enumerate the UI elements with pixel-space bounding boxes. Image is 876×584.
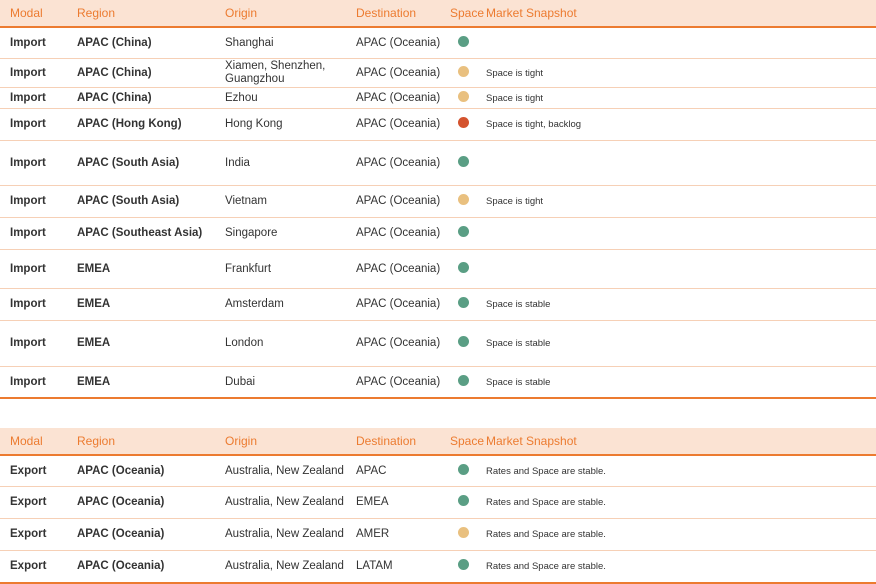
cell-market-snapshot	[486, 218, 874, 249]
cell-destination: APAC	[356, 464, 387, 477]
cell-market-snapshot: Space is stable	[486, 376, 551, 388]
export-table	[0, 428, 876, 584]
cell-space	[449, 456, 477, 486]
cell-region: APAC (Oceania)	[77, 496, 165, 508]
header-market-snapshot: Market Snapshot	[486, 6, 577, 20]
cell-space	[449, 59, 477, 87]
cell-region: APAC (China)	[77, 91, 152, 104]
cell-space	[449, 218, 477, 249]
header-modal: Modal	[10, 434, 43, 448]
header-region: Region	[77, 434, 116, 448]
cell-origin: Vietnam	[225, 195, 267, 207]
header-origin: Origin	[225, 434, 258, 448]
cell-destination: EMEA	[356, 496, 389, 508]
cell-region: APAC (South Asia)	[77, 195, 180, 207]
table-header	[0, 428, 876, 456]
cell-region: APAC (Oceania)	[77, 528, 165, 540]
cell-space	[449, 367, 477, 397]
cell-destination: APAC (Oceania)	[356, 375, 441, 388]
cell-space	[449, 28, 477, 58]
cell-market-snapshot: Space is tight	[486, 67, 544, 79]
cell-origin: London	[225, 337, 264, 349]
cell-destination: LATAM	[356, 560, 393, 572]
header-destination: Destination	[356, 6, 417, 20]
cell-region: APAC (China)	[77, 36, 152, 49]
table-header	[0, 0, 876, 28]
cell-destination: APAC (Oceania)	[356, 337, 441, 349]
space-status-dot-icon	[458, 464, 469, 475]
header-space: Space	[450, 434, 485, 448]
cell-modal: Import	[10, 375, 46, 388]
table-row	[0, 59, 876, 88]
cell-market-snapshot	[486, 250, 874, 288]
cell-modal: Export	[10, 496, 47, 508]
cell-modal: Export	[10, 560, 47, 572]
cell-modal: Import	[10, 91, 46, 104]
cell-destination: APAC (Oceania)	[356, 227, 441, 239]
cell-market-snapshot: Rates and Space are stable.	[486, 465, 606, 477]
cell-origin: Australia, New Zealand	[225, 496, 344, 508]
table-row	[0, 367, 876, 399]
cell-region: APAC (Southeast Asia)	[77, 227, 203, 239]
space-status-dot-icon	[458, 117, 469, 128]
cell-region: APAC (Hong Kong)	[77, 118, 182, 130]
space-status-dot-icon	[458, 559, 469, 570]
space-status-dot-icon	[458, 297, 469, 308]
table-row	[0, 109, 876, 141]
cell-modal: Import	[10, 195, 46, 207]
import-table-body	[0, 28, 876, 399]
cell-market-snapshot: Space is stable	[486, 299, 551, 310]
cell-market-snapshot	[486, 28, 874, 58]
cell-destination: APAC (Oceania)	[356, 91, 441, 104]
table-row	[0, 186, 876, 218]
cell-space	[449, 141, 477, 185]
table-row	[0, 456, 876, 487]
cell-modal: Export	[10, 528, 47, 540]
table-row	[0, 321, 876, 367]
cell-modal: Import	[10, 262, 46, 275]
space-status-dot-icon	[458, 156, 469, 167]
cell-destination: APAC (Oceania)	[356, 36, 441, 49]
cell-modal: Import	[10, 36, 46, 49]
table-row	[0, 551, 876, 584]
table-row	[0, 289, 876, 321]
cell-destination: APAC (Oceania)	[356, 195, 441, 207]
space-status-dot-icon	[458, 336, 469, 347]
cell-market-snapshot: Rates and Space are stable.	[486, 561, 606, 572]
cell-region: APAC (South Asia)	[77, 156, 180, 169]
cell-destination: APAC (Oceania)	[356, 298, 441, 310]
cell-origin: Hong Kong	[225, 118, 283, 130]
cell-origin: Australia, New Zealand	[225, 528, 344, 540]
cell-origin: Frankfurt	[225, 262, 272, 275]
cell-market-snapshot	[486, 141, 874, 185]
cell-modal: Import	[10, 66, 46, 79]
cell-origin: Australia, New Zealand	[225, 560, 344, 572]
space-status-dot-icon	[458, 527, 469, 538]
space-status-dot-icon	[458, 36, 469, 47]
cell-region: APAC (China)	[77, 66, 152, 79]
header-destination: Destination	[356, 434, 417, 448]
cell-origin: Shanghai	[225, 36, 274, 49]
space-status-dot-icon	[458, 262, 469, 273]
cell-space	[449, 250, 477, 288]
cell-origin: Singapore	[225, 227, 278, 239]
cell-region: EMEA	[77, 337, 111, 349]
cell-region: EMEA	[77, 298, 111, 310]
space-status-dot-icon	[458, 66, 469, 77]
header-modal: Modal	[10, 6, 43, 20]
space-status-dot-icon	[458, 226, 469, 237]
header-space: Space	[450, 6, 485, 20]
cell-destination: AMER	[356, 528, 390, 540]
space-status-dot-icon	[458, 91, 469, 102]
cell-destination: APAC (Oceania)	[356, 118, 441, 130]
cell-space	[449, 289, 477, 320]
cell-origin: Ezhou	[225, 91, 258, 104]
cell-modal: Import	[10, 298, 46, 310]
table-row	[0, 141, 876, 186]
cell-modal: Export	[10, 464, 47, 477]
cell-market-snapshot: Space is tight, backlog	[486, 119, 582, 130]
header-region: Region	[77, 6, 116, 20]
cell-space	[449, 551, 477, 582]
cell-region: APAC (Oceania)	[77, 560, 165, 572]
cell-space	[449, 88, 477, 108]
table-row	[0, 250, 876, 289]
cell-origin: Dubai	[225, 375, 256, 388]
cell-market-snapshot: Space is stable	[486, 338, 551, 349]
space-status-dot-icon	[458, 375, 469, 386]
table-row	[0, 88, 876, 109]
space-status-dot-icon	[458, 495, 469, 506]
cell-space	[449, 487, 477, 518]
cell-market-snapshot: Rates and Space are stable.	[486, 497, 606, 508]
cell-origin: India	[225, 156, 250, 169]
cell-space	[449, 321, 477, 366]
header-origin: Origin	[225, 6, 258, 20]
cell-origin: Australia, New Zealand	[225, 464, 344, 477]
cell-market-snapshot: Rates and Space are stable.	[486, 529, 606, 540]
cell-region: EMEA	[77, 375, 111, 388]
cell-modal: Import	[10, 156, 46, 169]
cell-destination: APAC (Oceania)	[356, 66, 441, 79]
table-row	[0, 487, 876, 519]
cell-modal: Import	[10, 227, 46, 239]
table-row	[0, 28, 876, 59]
table-row	[0, 218, 876, 250]
cell-origin: Xiamen, Shenzhen, Guangzhou	[225, 60, 326, 85]
cell-destination: APAC (Oceania)	[356, 156, 441, 169]
cell-modal: Import	[10, 118, 46, 130]
cell-region: APAC (Oceania)	[77, 464, 165, 477]
cell-modal: Import	[10, 337, 46, 349]
cell-destination: APAC (Oceania)	[356, 262, 441, 275]
table-row	[0, 519, 876, 551]
export-table-body	[0, 456, 876, 584]
cell-space	[449, 519, 477, 550]
cell-origin: Amsterdam	[225, 298, 284, 310]
cell-space	[449, 186, 477, 217]
cell-space	[449, 109, 477, 140]
cell-market-snapshot: Space is tight	[486, 92, 544, 104]
cell-market-snapshot: Space is tight	[486, 196, 544, 207]
header-market-snapshot: Market Snapshot	[486, 434, 577, 448]
cell-region: EMEA	[77, 262, 111, 275]
space-status-dot-icon	[458, 194, 469, 205]
